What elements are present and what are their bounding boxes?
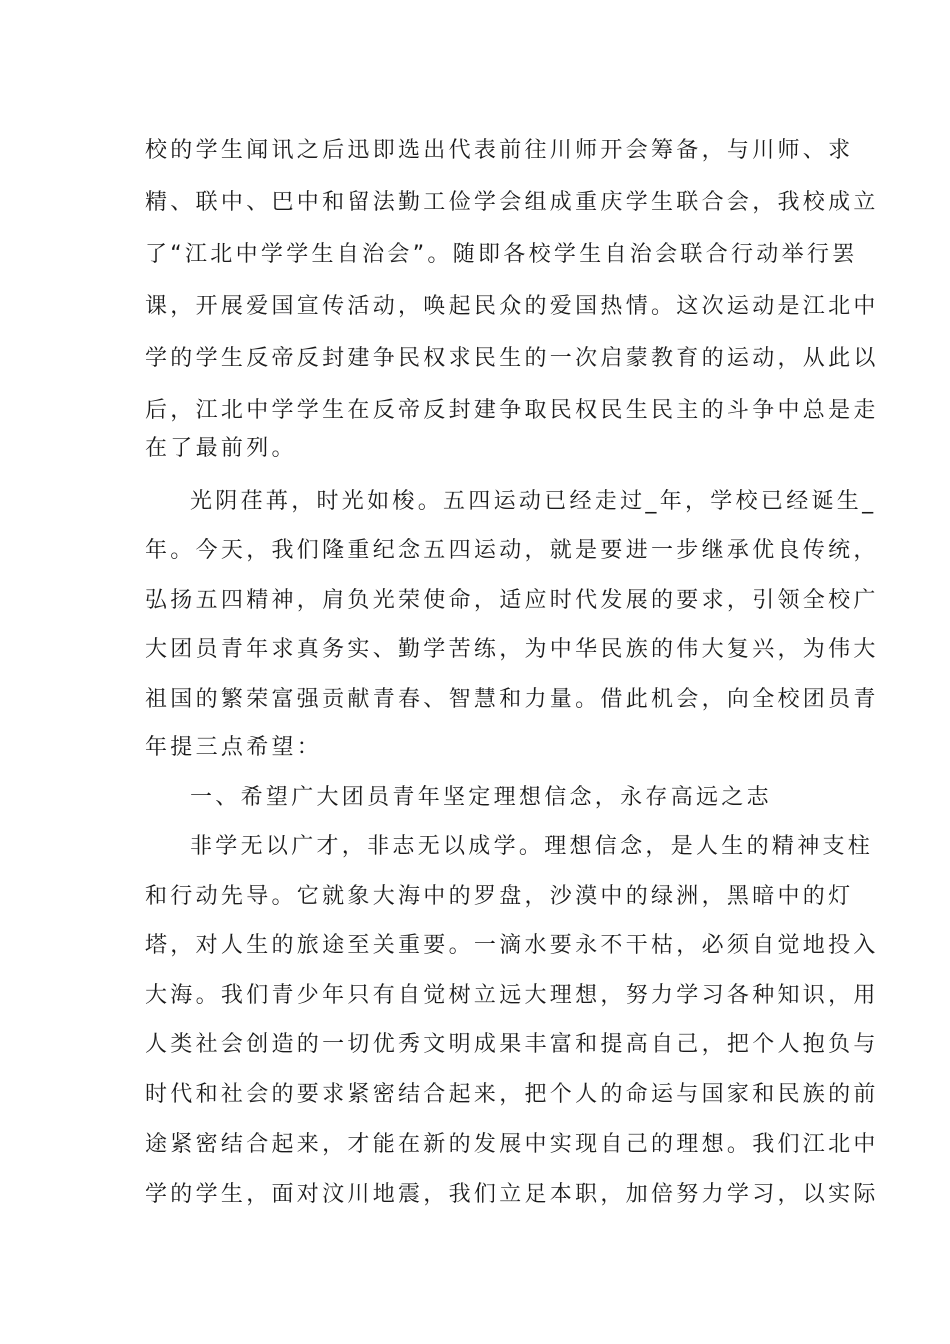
text-line: 和行动先导。它就象大海中的罗盘，沙漠中的绿洲，黑暗中的灯	[145, 884, 854, 909]
text-line: 途紧密结合起来，才能在新的发展中实现自己的理想。我们江北中	[145, 1132, 879, 1157]
text-line: 大海。我们青少年只有自觉树立远大理想，努力学习各种知识，用	[145, 983, 879, 1008]
paragraph-first-line: 非学无以广才，非志无以成学。理想信念，是人生的精神支柱	[190, 834, 874, 859]
text-line: 校的学生闻讯之后迅即选出代表前往川师开会筹备，与川师、求	[145, 138, 854, 163]
text-line: 祖国的繁荣富强贡献青春、智慧和力量。借此机会，向全校团员青	[145, 687, 879, 712]
text-line: 年提三点希望：	[145, 735, 323, 760]
text-line: 精、联中、巴中和留法勤工俭学会组成重庆学生联合会，我校成立	[145, 190, 879, 215]
text-line: 时代和社会的要求紧密结合起来，把个人的命运与国家和民族的前	[145, 1082, 879, 1107]
text-line: 学的学生，面对汶川地震，我们立足本职，加倍努力学习，以实际	[145, 1182, 879, 1207]
text-line: 大团员青年求真务实、勤学苦练，为中华民族的伟大复兴，为伟大	[145, 637, 879, 662]
text-line: 后，江北中学学生在反帝反封建争取民权民生民主的斗争中总是走	[145, 398, 879, 423]
text-line: 课，开展爱国宣传活动，唤起民众的爱国热情。这次运动是江北中	[145, 294, 879, 319]
text-line: 在了最前列。	[145, 436, 297, 461]
section-heading: 一、希望广大团员青年坚定理想信念，永存高远之志	[190, 785, 772, 810]
paragraph-first-line: 光阴荏苒，时光如梭。五四运动已经走过_年，学校已经诞生_	[190, 489, 877, 514]
text-line: 学的学生反帝反封建争民权求民生的一次启蒙教育的运动，从此以	[145, 346, 879, 371]
text-line: 年。今天，我们隆重纪念五四运动，就是要进一步继承优良传统，	[145, 538, 879, 563]
text-line: 弘扬五四精神，肩负光荣使命，适应时代发展的要求，引领全校广	[145, 588, 879, 613]
text-line: 人类社会创造的一切优秀文明成果丰富和提高自己，把个人抱负与	[145, 1032, 879, 1057]
text-line: 了“江北中学学生自治会”。随即各校学生自治会联合行动举行罢	[145, 242, 858, 267]
text-line: 塔，对人生的旅途至关重要。一滴水要永不干枯，必须自觉地投入	[145, 933, 879, 958]
